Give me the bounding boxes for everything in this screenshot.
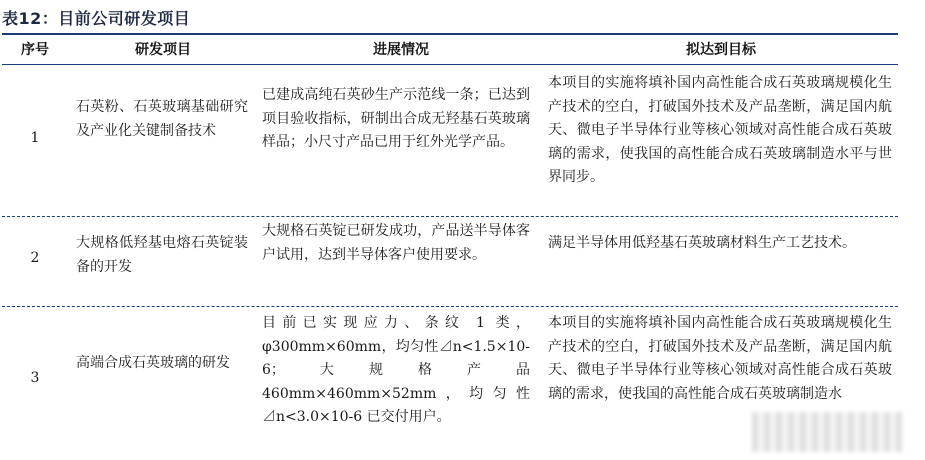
header-goal: 拟达到目标 xyxy=(686,42,756,58)
row-separator xyxy=(2,306,898,307)
header-number: 序号 xyxy=(21,42,49,58)
row-separator xyxy=(2,216,898,217)
row-project: 高端合成石英玻璃的研发 xyxy=(76,355,230,371)
row-project: 石英粉、石英玻璃基础研究及产业化关键制备技术 xyxy=(76,99,248,139)
row-number: 1 xyxy=(30,130,40,146)
table-title: 表12：目前公司研发项目 xyxy=(2,9,191,28)
row-goal: 满足半导体用低羟基石英玻璃材料生产工艺技术。 xyxy=(548,235,856,251)
header-progress: 进展情况 xyxy=(373,42,429,58)
blurred-watermark xyxy=(752,412,902,452)
table-row xyxy=(2,66,898,214)
table-header xyxy=(2,36,898,64)
row-progress: 已建成高纯石英砂生产示范线一条；已达到项目验收指标，研制出合成无羟基石英玻璃样品；小尺寸产品已用于红外光学产品。 xyxy=(262,87,530,150)
table-top-rule xyxy=(2,33,898,35)
row-number: 3 xyxy=(30,370,40,386)
row-goal: 本项目的实施将填补国内高性能合成石英玻璃规模化生产技术的空白，打破国外技术及产品垄断，满足国内航天、微电子半导体行业等核心领域对高性能合成石英玻璃的需求，使我国的高性能合成石英玻璃制造水 xyxy=(548,315,892,402)
row-number: 2 xyxy=(30,250,40,266)
row-project: 大规格低羟基电熔石英锭装备的开发 xyxy=(76,235,248,275)
header-project: 研发项目 xyxy=(135,42,191,58)
header-rule xyxy=(2,64,898,65)
row-goal: 本项目的实施将填补国内高性能合成石英玻璃规模化生产技术的空白，打破国外技术及产品垄断，满足国内航天、微电子半导体行业等核心领域对高性能合成石英玻璃的需求，使我国的高性能合成石英玻璃制造水平与世界同步。 xyxy=(548,75,892,185)
table-row xyxy=(2,218,898,304)
row-progress: 大规格石英锭已研发成功，产品送半导体客户试用，达到半导体客户使用要求。 xyxy=(262,223,530,263)
row-progress: 目前已实现应力、条纹 1 类，φ300mm×60mm，均匀性⊿n<1.5×10-6；大规格产品 460mm×460mm×52mm，均匀性⊿n<3.0×10-6 已交付用户。 xyxy=(262,315,530,425)
